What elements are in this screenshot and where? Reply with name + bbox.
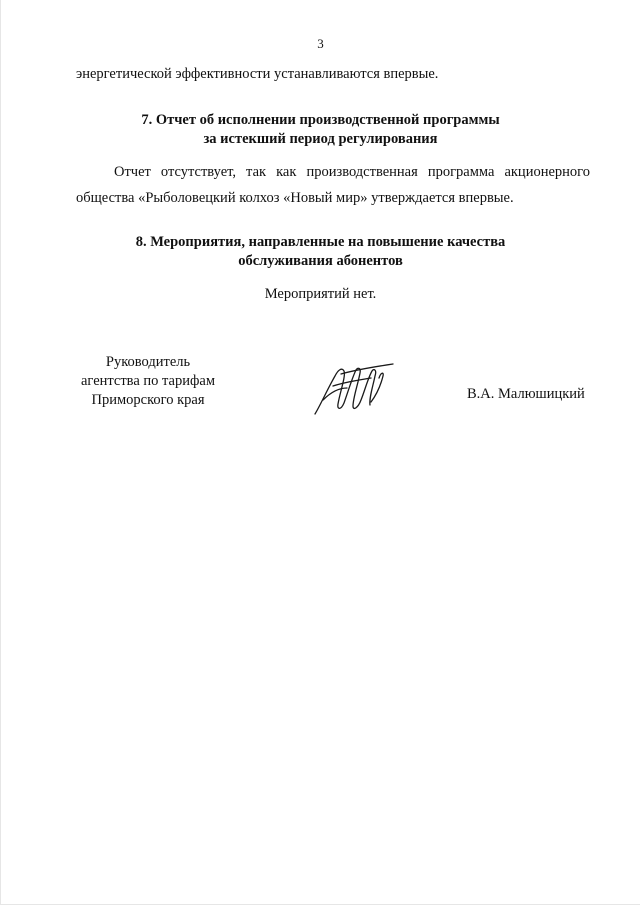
section-8-title-line-1: 8. Мероприятия, направленные на повышение качества: [135, 234, 506, 250]
signatory-position-line-2: агентства по тарифам: [81, 373, 215, 389]
section-7-text-line-1: Отчет отсутствует, так как производственная программа акционерного: [114, 164, 590, 180]
section-7-text-line-2: общества «Рыболовецкий колхоз «Новый мир» утверждается впервые.: [76, 190, 514, 206]
page-number: 3: [317, 36, 324, 51]
signatory-position-line-1: Руководитель: [105, 354, 191, 370]
signatory-position: [73, 353, 223, 410]
section-7-title-line-1: 7. Отчет об исполнении производственной программы: [141, 112, 500, 128]
section-7-title: [1, 111, 640, 149]
section-7-title-line-2: за истекший период регулирования: [203, 131, 438, 147]
intro-text: энергетической эффективности устанавливаются впервые.: [76, 66, 439, 82]
section-8-text: Мероприятий нет.: [264, 286, 377, 302]
signatory-position-line-3: Приморского края: [91, 392, 205, 408]
section-8-title-line-2: обслуживания абонентов: [238, 253, 403, 269]
handwritten-signature: [311, 358, 396, 418]
signatory-name: В.А. Малюшицкий: [467, 386, 585, 402]
section-8-title: [1, 233, 640, 271]
